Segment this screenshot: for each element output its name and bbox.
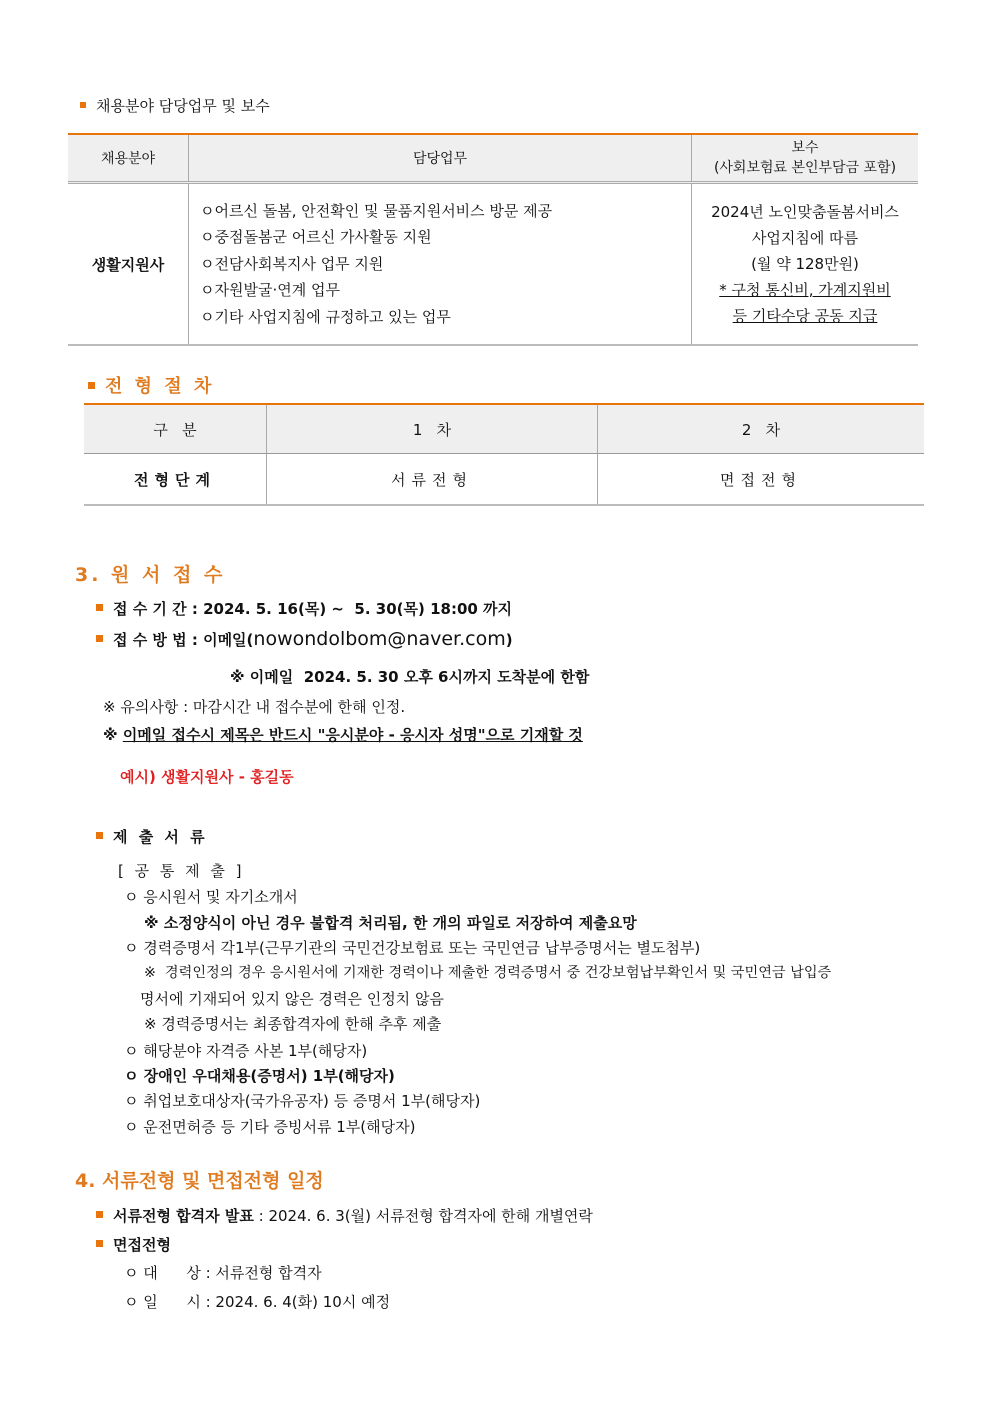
selection-stage-1: 서류전형 (267, 454, 598, 506)
header-duty: 담당업무 (189, 134, 692, 183)
doc-result-label: 서류전형 합격자 발표 (113, 1207, 254, 1225)
header-pay (692, 134, 919, 183)
subject-note-line (103, 724, 583, 745)
header-pay-line1: 보수 (791, 140, 819, 156)
selection-stage-row (84, 454, 924, 506)
doc-item: ㅇ 경력증명서 각1부(근무기관의 국민건강보험료 또는 국민연금 납부증명서는 별도첨부) (124, 939, 701, 957)
interview-line (96, 1234, 171, 1255)
period-label: 접 수 기 간 : (113, 600, 204, 618)
doc-item: ㅇ 취업보호대상자(국가유공자) 등 증명서 1부(해당자) (124, 1092, 481, 1110)
pay-line: 2024년 노인맞춤돌봄서비스 (711, 203, 899, 221)
doc-result-value: : 2024. 6. 3(월) 서류전형 합격자에 한해 개별연락 (253, 1207, 593, 1225)
common-label: [ 공 통 제 출 ] (118, 862, 245, 880)
interview-label: 면접전형 (113, 1236, 171, 1254)
doc-item: ㅇ 운전면허증 등 기타 증빙서류 1부(해당자) (124, 1118, 416, 1136)
documents-heading (96, 826, 208, 847)
subject-mark: ※ (103, 726, 123, 744)
caution-note: ※ 유의사항 : 마감시간 내 접수분에 한해 인정. (103, 698, 406, 716)
field-cell: 생활지원사 (68, 183, 189, 346)
doc-item: ㅇ 해당분야 자격증 사본 1부(해당자) (124, 1042, 368, 1060)
interview-target: ㅇ 대 상 : 서류전형 합격자 (124, 1264, 322, 1282)
selection-heading (88, 372, 214, 398)
period-line (96, 598, 512, 619)
pay-note-line: 등 기타수당 공동 지급 (732, 307, 878, 325)
pay-cell (692, 183, 919, 346)
duty-item: ㅇ중점돌봄군 어르신 가사활동 지원 (200, 228, 432, 247)
example-text: 예시) 생활지원사 - 홍길동 (120, 768, 294, 786)
doc-note: ※ 소정양식이 아닌 경우 불합격 처리됨, 한 개의 파일로 저장하여 제출요망 (144, 914, 637, 932)
documents-title: 제 출 서 류 (113, 828, 208, 846)
period-value: 2024. 5. 16(목) ~ 5. 30(목) 18:00 까지 (203, 600, 513, 618)
selection-header-row (84, 404, 924, 454)
schedule-title: 4. 서류전형 및 면접전형 일정 (75, 1170, 324, 1192)
pay-section-heading (80, 95, 270, 116)
pay-table-header (68, 134, 918, 183)
doc-note: ※ 경력증명서는 최종합격자에 한해 추후 제출 (144, 1015, 442, 1033)
selection-header-col2: 2 차 (598, 404, 925, 454)
pay-line: (월 약 128만원) (751, 255, 859, 273)
duty-item: ㅇ자원발굴·연계 업무 (200, 281, 340, 300)
doc-result-line (96, 1205, 593, 1226)
method-label: 접 수 방 법 : (113, 631, 204, 649)
duty-item: ㅇ어르신 돌봄, 안전확인 및 물품지원서비스 방문 제공 (200, 201, 553, 220)
subject-note: 이메일 접수시 제목은 반드시 "응시분야 - 응시자 성명"으로 기재할 것 (122, 726, 583, 744)
bullet-square-icon (96, 1211, 103, 1218)
interview-date: ㅇ 일 시 : 2024. 6. 4(화) 10시 예정 (124, 1293, 391, 1311)
bullet-square-icon (80, 102, 86, 108)
selection-title: 전 형 절 차 (105, 376, 215, 397)
pay-section-title: 채용분야 담당업무 및 보수 (96, 97, 270, 115)
pay-note-line: * 구청 통신비, 가계지원비 (719, 281, 891, 299)
selection-stage-label: 전형단계 (84, 454, 267, 506)
selection-header-col0: 구 분 (84, 404, 267, 454)
bullet-square-icon (96, 1240, 103, 1247)
method-suffix: ) (505, 631, 513, 649)
bullet-square-icon (96, 635, 103, 642)
doc-note: 명서에 기재되어 있지 않은 경력은 인정치 않음 (140, 990, 444, 1008)
pay-line: 사업지침에 따름 (751, 229, 859, 247)
bullet-square-icon (88, 382, 95, 389)
doc-item: ㅇ 응시원서 및 자기소개서 (124, 888, 298, 906)
application-title: 3. 원 서 접 수 (75, 564, 226, 586)
selection-header-col1: 1 차 (267, 404, 598, 454)
selection-table (84, 403, 924, 506)
duty-cell (189, 183, 692, 346)
header-pay-line2: (사회보험료 본인부담금 포함) (713, 160, 897, 176)
doc-note: ※ 경력인정의 경우 응시원서에 기재한 경력이나 제출한 경력증명서 중 건강보험납부확인서 및 국민연금 납입증 (144, 965, 832, 981)
duty-item: ㅇ기타 사업지침에 규정하고 있는 업무 (200, 307, 451, 326)
method-line (96, 628, 513, 650)
bullet-square-icon (96, 832, 103, 839)
pay-table-row (68, 183, 918, 346)
header-field: 채용분야 (68, 134, 189, 183)
email-address: nowondolbom@naver.com (253, 628, 506, 650)
method-prefix: 이메일( (203, 631, 254, 649)
deadline-note: ※ 이메일 2024. 5. 30 오후 6시까지 도착분에 한함 (230, 668, 590, 686)
doc-item: ㅇ 장애인 우대채용(증명서) 1부(해당자) (124, 1067, 395, 1085)
selection-stage-2: 면접전형 (598, 454, 925, 506)
pay-table (68, 133, 918, 346)
bullet-square-icon (96, 604, 103, 611)
duty-item: ㅇ전담사회복지사 업무 지원 (200, 254, 384, 273)
